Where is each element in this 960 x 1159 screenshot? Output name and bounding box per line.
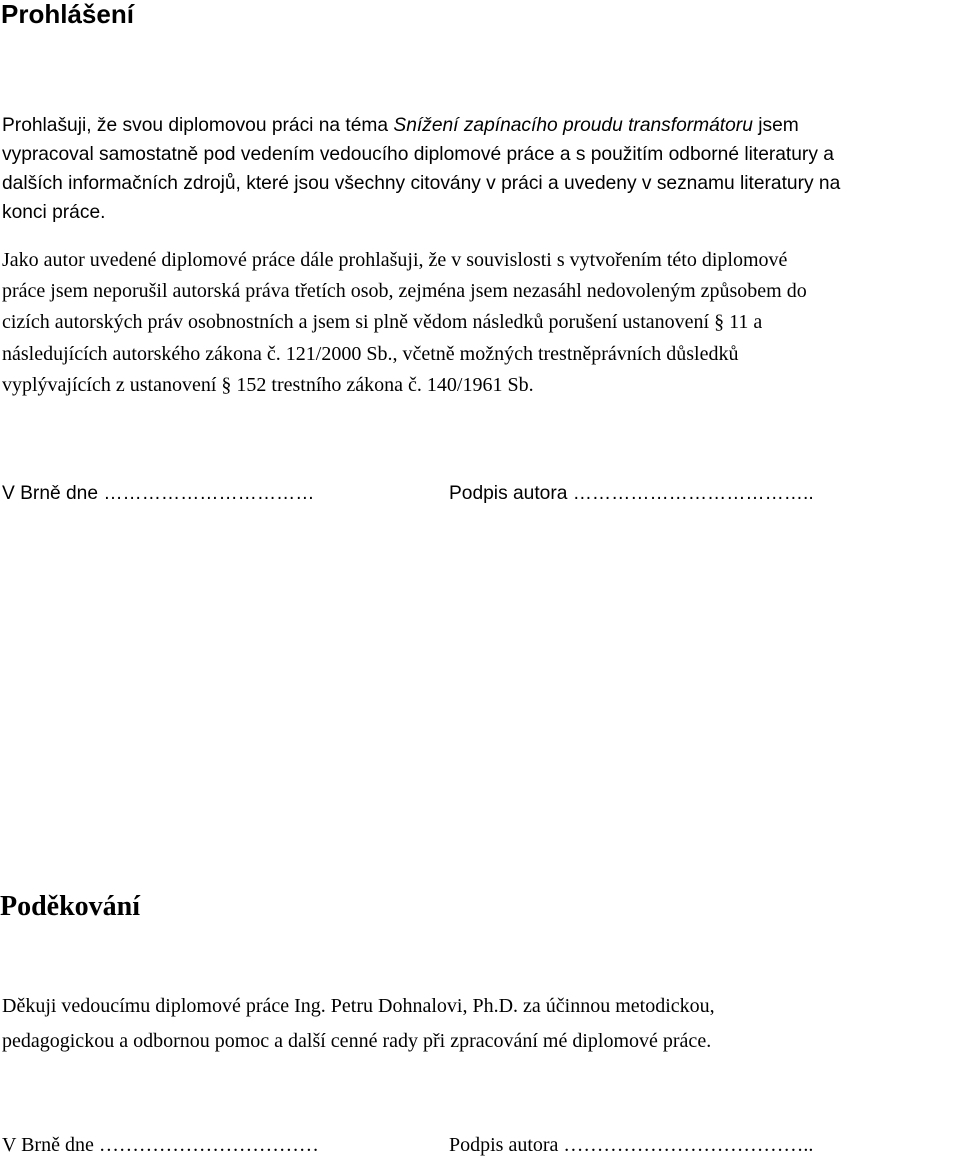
- acknowledgement-paragraph: [2, 989, 960, 1059]
- acknowledgement-signature: Podpis autora ………………………………..: [449, 1134, 814, 1156]
- declaration-paragraph-2: [2, 245, 960, 401]
- paragraph-line: cizích autorských práv osobnostních a jsem si plně vědom následků porušení ustanovení § 11 a: [2, 311, 763, 334]
- paragraph-line: [2, 111, 960, 140]
- paragraph-line: dalších informačních zdrojů, které jsou všechny citovány v práci a uvedeny v seznamu literatury na: [2, 173, 841, 194]
- paragraph-line: Děkuji vedoucímu diplomové práce Ing. Petru Dohnalovi, Ph.D. za účinnou metodickou,: [2, 995, 715, 1017]
- acknowledgement-place-date: V Brně dne ……………………………: [2, 1134, 319, 1156]
- paragraph-line: následujících autorského zákona č. 121/2000 Sb., včetně možných trestněprávních důsledků: [2, 342, 739, 365]
- line-text: jsem: [752, 115, 799, 136]
- paragraph-line: práce jsem neporušil autorská práva třetích osob, zejména jsem nezasáhl nedovoleným způsobem do: [2, 280, 807, 303]
- thesis-title: Snížení zapínacího proudu transformátoru: [393, 115, 753, 136]
- line-text: Prohlašuji, že svou diplomovou práci na téma: [2, 115, 394, 136]
- declaration-signature: Podpis autora ………………………………..: [449, 483, 814, 504]
- paragraph-line: Jako autor uvedené diplomové práce dále prohlašuji, že v souvislosti s vytvořením této diplomové: [2, 249, 788, 271]
- declaration-title: Prohlášení: [1, 0, 134, 29]
- paragraph-line: konci práce.: [2, 202, 106, 223]
- declaration-place-date: V Brně dne ……………………………: [2, 483, 315, 504]
- paragraph-line: vyplývajících z ustanovení § 152 trestního zákona č. 140/1961 Sb.: [2, 373, 534, 396]
- acknowledgement-title: Poděkování: [0, 891, 141, 922]
- paragraph-line: pedagogickou a odbornou pomoc a další cenné rady při zpracování mé diplomové práce.: [2, 1030, 712, 1052]
- declaration-paragraph-1: [2, 111, 960, 227]
- paragraph-line: vypracoval samostatně pod vedením vedoucího diplomové práce a s použitím odborné literatury a: [2, 144, 834, 165]
